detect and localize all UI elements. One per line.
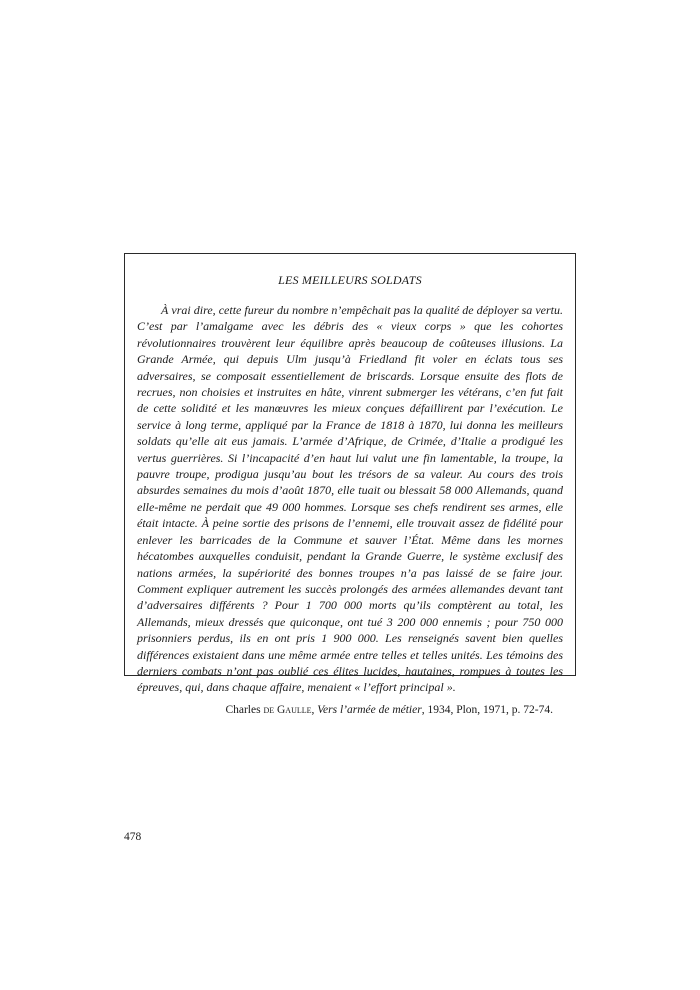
box-title: LES MEILLEURS SOLDATS [278,273,422,287]
citation-author-last: de Gaulle [263,703,312,716]
citation [137,702,563,718]
citation-author-first: Charles [225,703,261,716]
citation-publication: , 1934, Plon, 1971, p. 72-74. [421,703,553,716]
citation-separator: , [311,703,318,716]
quotation-box [124,253,576,716]
box-body-text: À vrai dire, cette fureur du nombre n’empêchait pas la qualité de déployer sa vertu. C’est par l’amalgame avec les débris des « vieux corps » que les cohortes révolutionnaires trouvèrent leur équilibre après beaucoup de coûteuses illusions. La Grande Armée, qui depuis Ulm jusqu’à Friedland fit voler en éclats tous ses adversaires, se composait essentiellement de briscards. Lorsque ensuite des flots de recrues, non choisies et instruites en hâte, vinrent submerger les vétérans, c’en fut fait de cette solidité et les manœuvres les mieux conçues défaillirent par l’exécution. Le service à long terme, appliqué par la France de 1818 à 1870, lui donna les meilleurs soldats qu’elle ait eus jamais. L’armée d’Afrique, de Crimée, d’Italie a prodigué les vertus guerrières. Si l’incapacité d’en haut lui valut une fin lamentable, la troupe, la pauvre troupe, prodigua jusqu’au bout les trésors de sa valeur. Au cours des trois absurdes semaines du mois d’août 1870, elle tuait ou blessait 58 000 Allemands, quand elle-même ne perdait que 49 000 hommes. Lorsque ses chefs rendirent ses armes, elle était intacte. À peine sortie des prisons de l’ennemi, elle trouvait assez de fidélité pour enlever les barricades de la Commune et sauver l’État. Même dans les mornes hécatombes auxquelles conduisit, pendant la Grande Guerre, le système exclusif des nations armées, la supériorité des bonnes troupes n’a pas laissé de se faire jour. Comment expliquer autrement les succès prolongés des armées allemandes devant tant d’adversaires différents ? Pour 1 700 000 morts qu’ils comptèrent au total, les Allemands, mieux dressés que quiconque, ont tué 3 200 000 ennemis ; pour 750 000 prisonniers perdus, ils en ont pris 1 900 000. Les renseignés savent bien quelles différences existaient dans une même armée entre telles et telles unités. Les témoins des derniers combats n’ont pas oublié ces élites lucides, hautaines, rompues à toutes les épreuves, qui, dans chaque affaire, menaient « l’effort principal ». [137,303,563,695]
citation-work-title: Vers l’armée de métier [317,703,422,716]
page-number: 478 [124,831,142,843]
